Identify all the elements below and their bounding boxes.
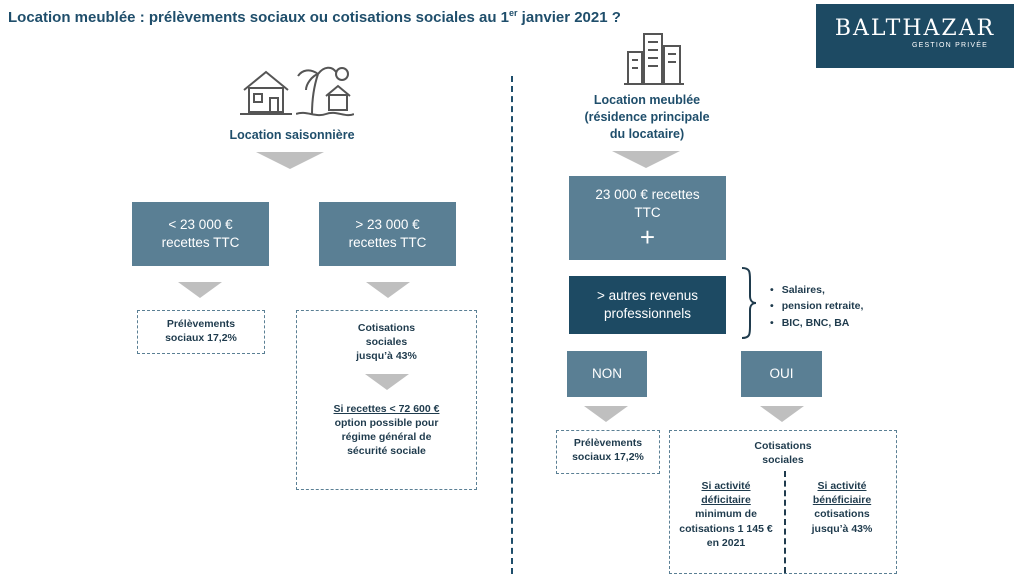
heading-line: du locataire) <box>609 126 685 141</box>
box-line: 23 000 € recettes <box>595 186 700 202</box>
subcase-line: Si activité <box>817 480 867 492</box>
subcase-line: en 2021 <box>706 536 746 549</box>
heading-furnished-rental <box>552 92 742 143</box>
result-line: sociales <box>365 336 408 349</box>
result-social-contributions-right <box>669 430 897 574</box>
plus-icon: + <box>639 222 656 253</box>
arrow-down-icon <box>366 282 410 298</box>
box-other-professional-income <box>569 276 726 334</box>
arrow-down-icon <box>256 152 324 169</box>
box-line: > 23 000 € <box>355 216 420 232</box>
box-receipts-23000 <box>569 176 726 260</box>
result-line: jusqu’à 43% <box>356 350 417 363</box>
box-line: < 23 000 € <box>168 216 233 232</box>
box-line: recettes TTC <box>348 235 427 250</box>
result-line: Cotisations <box>357 322 416 334</box>
subcase-line: bénéficiaire <box>812 494 872 507</box>
subcase-line: minimum de <box>695 508 757 521</box>
box-receipts-over-23000 <box>319 202 456 266</box>
arrow-down-icon <box>612 151 680 168</box>
box-receipts-under-23000 <box>132 202 269 266</box>
subcase-line: cotisations 1 145 € <box>679 522 773 535</box>
brand-logo <box>816 4 1014 68</box>
subcase-profit <box>790 479 894 536</box>
heading-line: (résidence principale <box>584 109 710 124</box>
brace-icon <box>740 266 758 345</box>
column-divider <box>511 76 513 574</box>
logo-name: BALTHAZAR <box>834 16 996 41</box>
subcase-line: jusqu’à 43% <box>811 522 873 535</box>
box-line: recettes TTC <box>161 235 240 250</box>
heading-line: Location meublée <box>593 93 701 107</box>
result-line: sociaux 17,2% <box>572 451 644 464</box>
result-social-levies-left <box>137 310 265 354</box>
box-no: NON <box>567 351 647 397</box>
option-line: régime général de <box>341 430 432 443</box>
subcase-line: Si activité <box>701 480 751 492</box>
box-yes: OUI <box>741 351 822 397</box>
palm-beach-icon <box>296 62 354 123</box>
subcase-divider <box>784 471 786 573</box>
subcase-line: déficitaire <box>701 494 751 507</box>
houses-icon <box>240 64 296 123</box>
income-types-list <box>770 282 863 331</box>
arrow-down-icon <box>584 406 628 422</box>
buildings-icon <box>624 30 684 93</box>
box-line: TTC <box>634 205 661 220</box>
page-title: Location meublée : prélèvements sociaux ou cotisations sociales au 1er janvier 2021 ? <box>8 8 621 26</box>
list-item: • pension retraite, <box>770 298 863 314</box>
option-line: option possible pour <box>334 416 439 429</box>
result-line: sociales <box>762 454 804 467</box>
result-line: Prélèvements <box>166 318 236 330</box>
result-line: sociaux 17,2% <box>165 332 237 345</box>
result-social-levies-right <box>556 430 660 474</box>
option-line: sécurité sociale <box>347 445 426 458</box>
logo-subtitle: GESTION PRIVÉE <box>912 42 988 49</box>
subcase-deficit <box>672 479 780 550</box>
list-item: • BIC, BNC, BA <box>770 315 863 331</box>
list-item: • Salaires, <box>770 282 863 298</box>
box-line: > autres revenus <box>597 287 698 303</box>
heading-seasonal-rental: Location saisonnière <box>229 128 355 142</box>
subcase-line: cotisations <box>814 508 870 521</box>
box-line: professionnels <box>603 306 692 321</box>
arrow-down-icon <box>760 406 804 422</box>
result-line: Prélèvements <box>573 437 643 449</box>
arrow-down-icon <box>178 282 222 298</box>
option-condition: Si recettes < 72 600 € <box>333 402 440 415</box>
arrow-down-icon <box>365 374 409 390</box>
result-social-contributions-left <box>296 310 477 490</box>
result-line: Cotisations <box>754 440 812 452</box>
